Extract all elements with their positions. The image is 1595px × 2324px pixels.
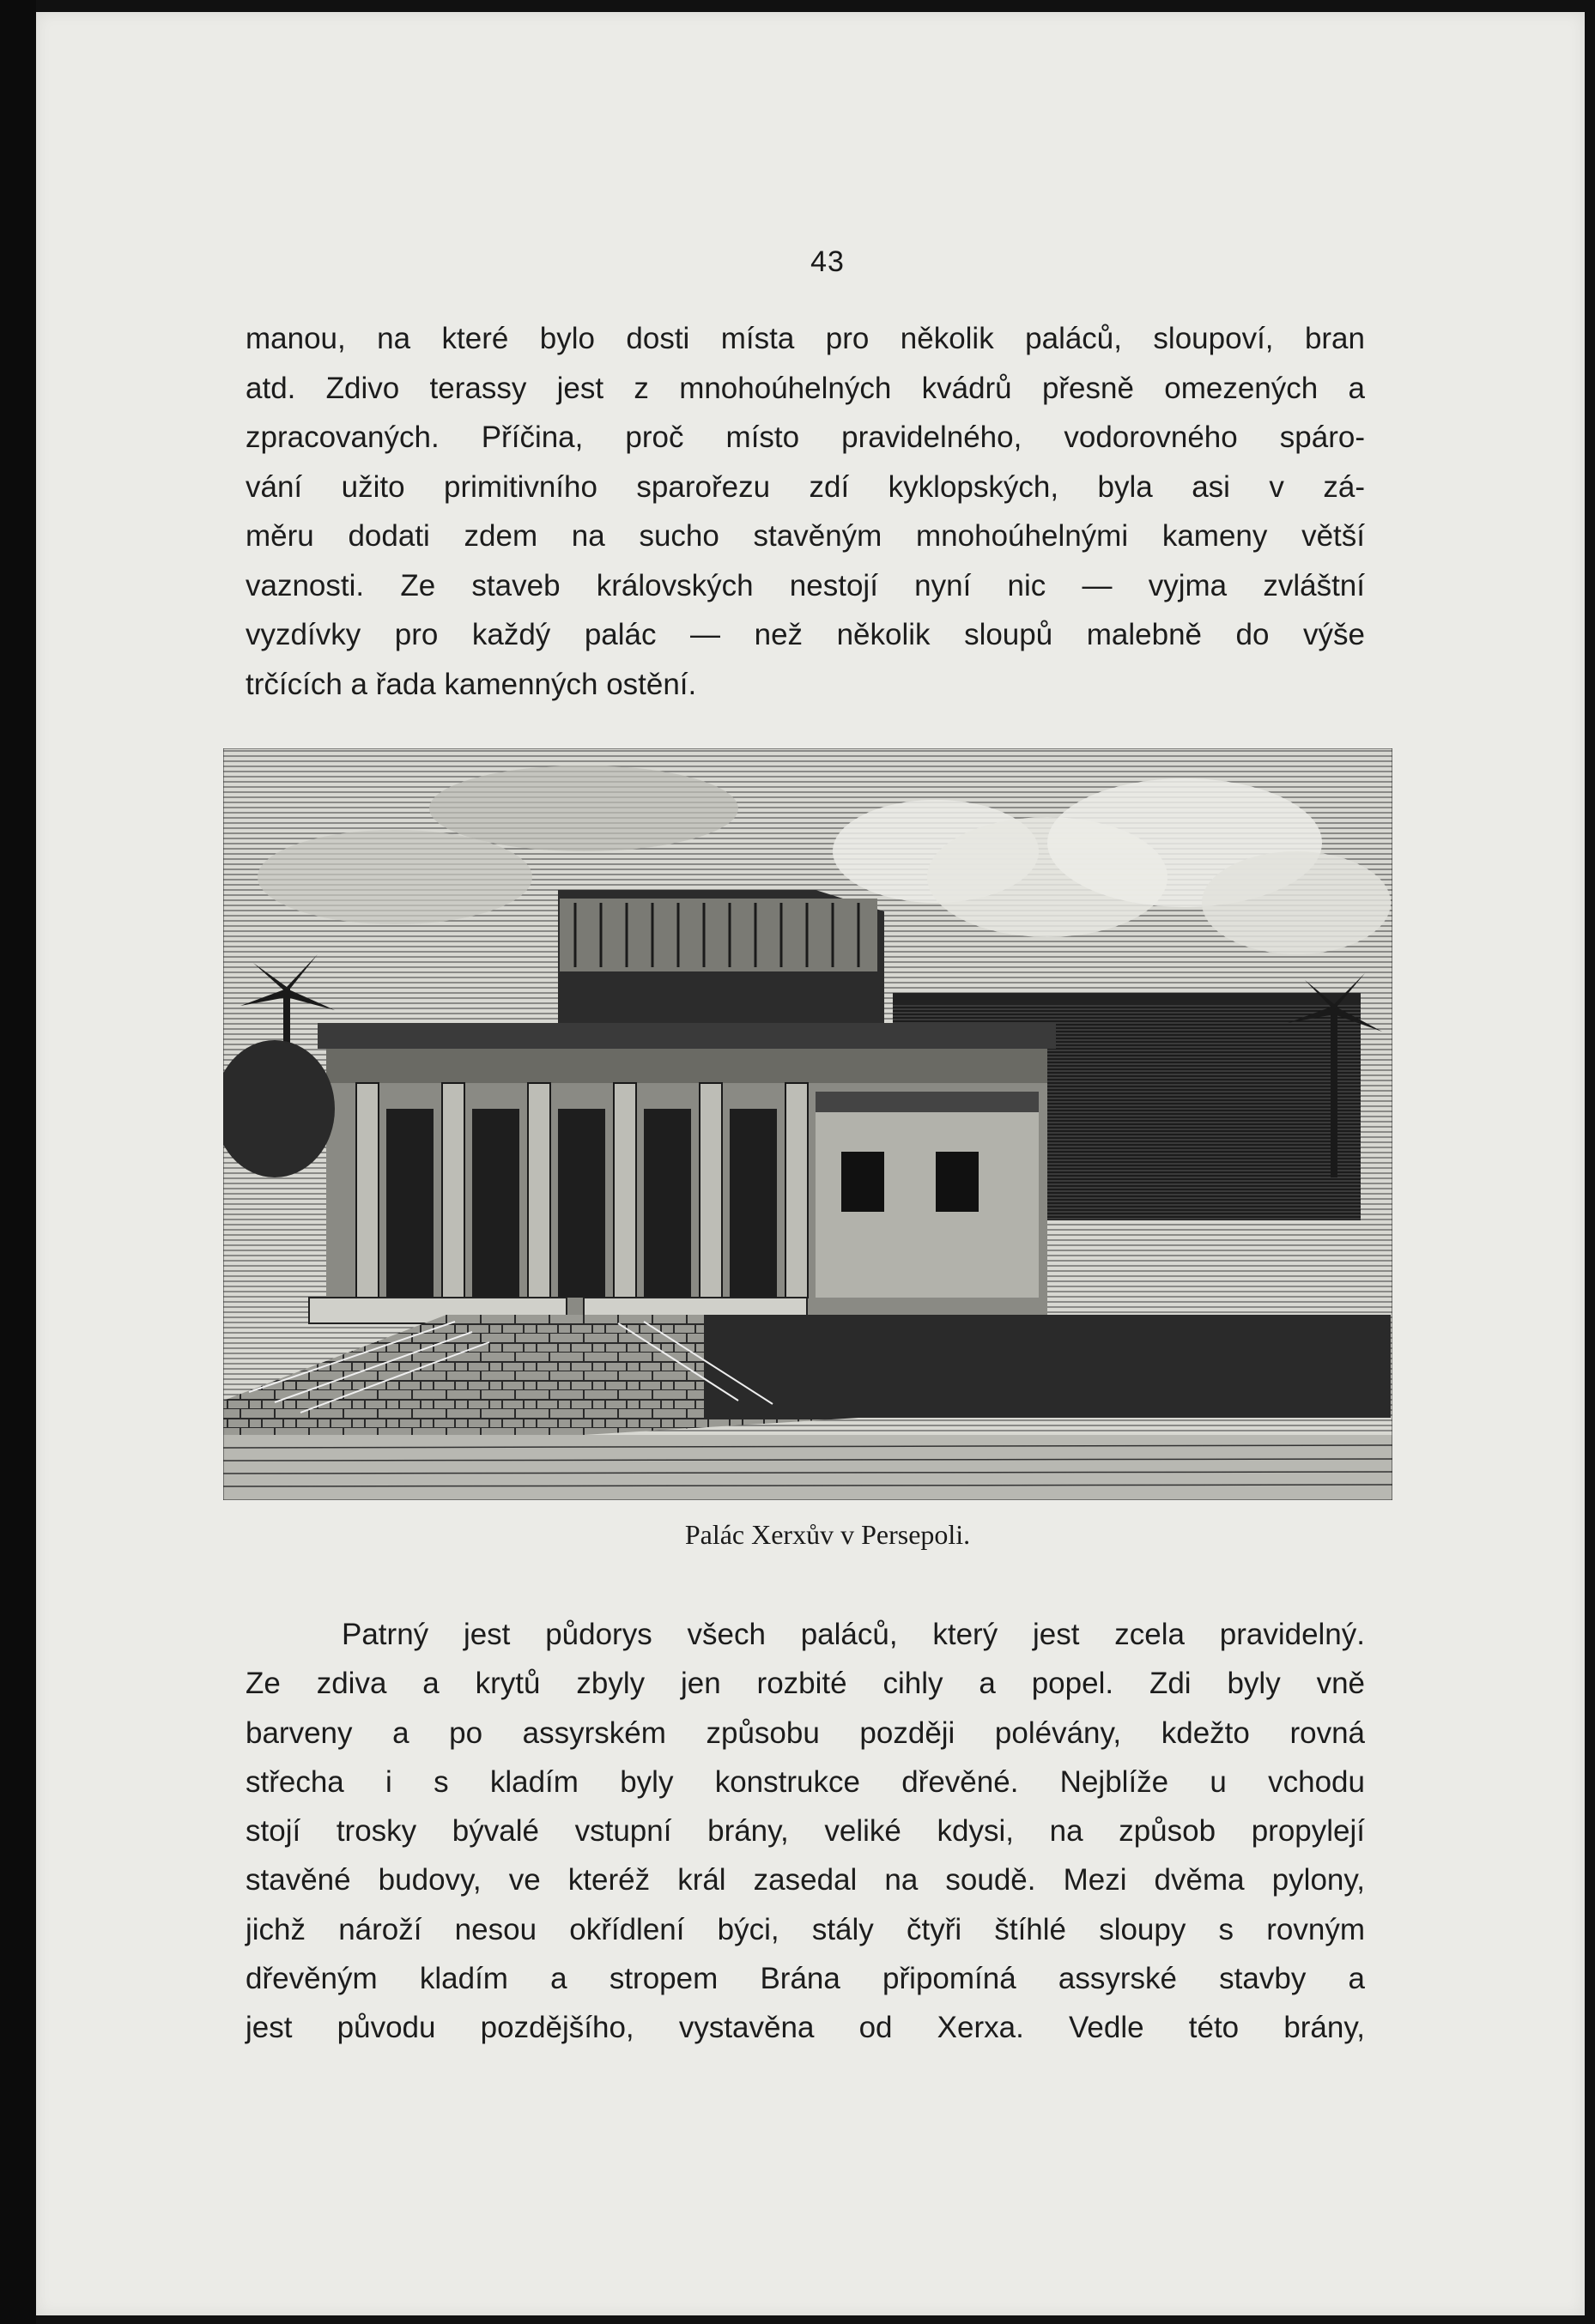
palace-engraving (223, 748, 1392, 1500)
text-line: dřevěným kladím a stropem Brána připomíná assyrské stavby a (246, 1962, 1365, 1996)
text-line: manou, na které bylo dosti místa pro několik paláců, sloupoví, bran (246, 322, 1365, 355)
text-line: měru dodati zdem na sucho stavěným mnohoúhelnými kameny větší (246, 519, 1365, 553)
paragraph-2 (246, 1610, 1365, 2053)
text-line: vání užito primitivního sparořezu zdí kyklopských, byla asi v zá- (246, 469, 1365, 504)
scan-border (0, 0, 36, 2324)
text-line: zpracovaných. Příčina, proč místo pravidelného, vodorovného spáro- (246, 421, 1365, 454)
text-line: střecha i s kladím byly konstrukce dřevěné. Nejblíže u vchodu (246, 1764, 1365, 1799)
text-line: trčících a řada kamenných ostění. (246, 667, 697, 701)
text-line: vaznosti. Ze staveb královských nestojí nyní nic — vyjma zvláštní (246, 568, 1365, 602)
paragraph-1 (246, 314, 1365, 709)
text-line: jichž nároží nesou okřídlení býci, stály čtyři štíhlé sloupy s rovným (246, 1912, 1365, 1946)
text-line: barveny a po assyrském způsobu později polévány, kdežto rovná (246, 1716, 1365, 1750)
page-number: 43 (810, 245, 845, 278)
text-line: vyzdívky pro každý palác — než několik sloupů malebně do výše (246, 618, 1365, 651)
text-line: stavěné budovy, ve kteréž král zasedal na soudě. Mezi dvěma pylony, (246, 1863, 1365, 1897)
book-page (36, 12, 1585, 2315)
text-line: jest původu pozdějšího, vystavěna od Xerxa. Vedle této brány, (246, 2011, 1365, 2045)
text-line: stojí trosky bývalé vstupní brány, veliké kdysi, na způsob propylejí (246, 1814, 1365, 1849)
text-line: Patrný jest půdorys všech paláců, který jest zcela pravidelný. (342, 1618, 1365, 1651)
text-line: Ze zdiva a krytů zbyly jen rozbité cihly a popel. Zdi byly vně (246, 1667, 1365, 1701)
figure-caption: Palác Xerxův v Persepoli. (684, 1519, 971, 1550)
text-line: atd. Zdivo terassy jest z mnohoúhelných kvádrů přesně omezených a (246, 371, 1365, 405)
